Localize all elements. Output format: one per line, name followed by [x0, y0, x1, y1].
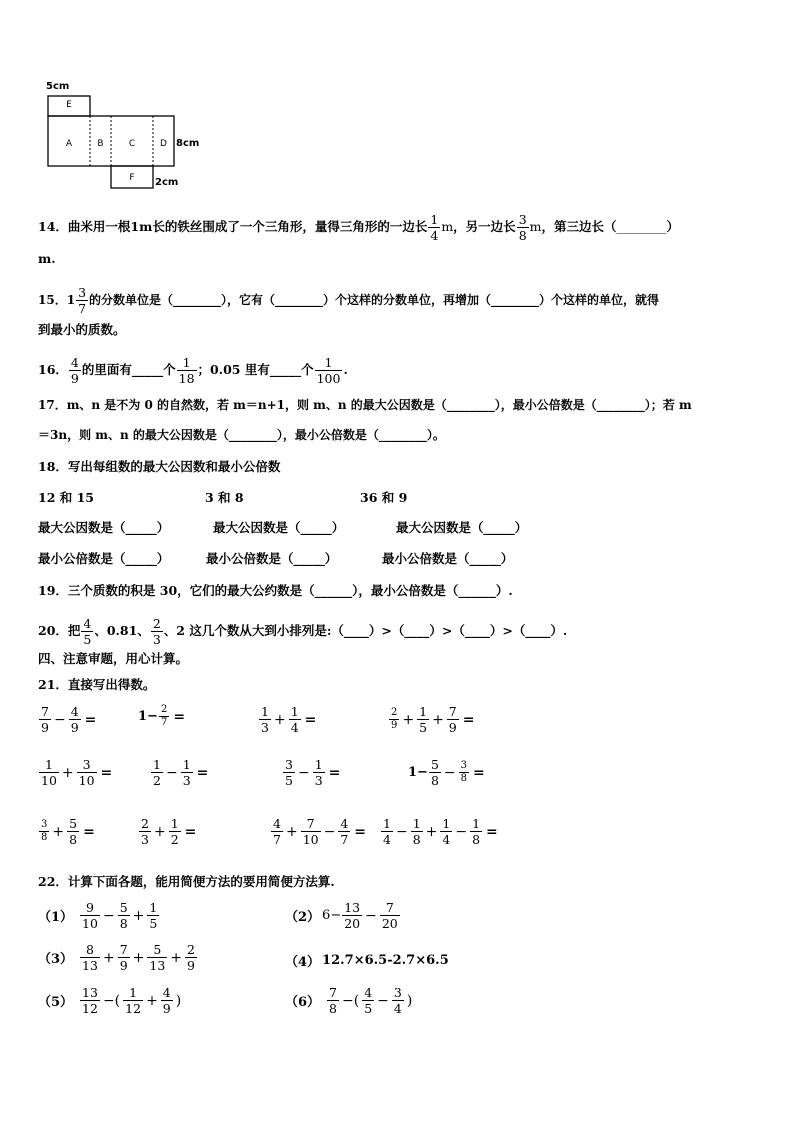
- q21-r3-e1: $\frac{3}{8}$ + $\frac{5}{8}$ =: [41, 816, 95, 847]
- question-17-line2: ＝3n，则 m、n 的最大公因数是（________），最小公倍数是（________）。: [38, 428, 445, 442]
- label-8cm: 8cm: [176, 138, 200, 149]
- q21-r2-e2: $\frac{1}{2}$ − $\frac{1}{3}$ =: [153, 757, 209, 788]
- q21-r1-e1: $\frac{7}{9}$ − $\frac{4}{9}$ =: [41, 704, 97, 735]
- q18-gcd-2: 最大公因数是（_____）: [213, 520, 345, 535]
- q18-lcm-2: 最小公倍数是（_____）: [206, 551, 338, 566]
- question-14: 14．曲米用一根1m长的铁丝围成了一个三角形，量得三角形的一边长 $\frac{1}{4}$ m，另一边长 $\frac{3}{8}$ m，第三边长（________）: [38, 212, 680, 243]
- face-b: B: [97, 139, 104, 149]
- q21-r3-e2: $\frac{2}{3}$ + $\frac{1}{2}$ =: [141, 816, 197, 847]
- question-19: 19．三个质数的积是 30，它们的最大公约数是（______），最小公倍数是（______）.: [38, 583, 513, 598]
- question-21-title: 21．直接写出得数。: [38, 677, 156, 692]
- question-15: 15．1 $\frac{3}{7}$ 的分数单位是（________），它有（________）个这样的分数单位，再增加（________）个这样的单位，就得: [38, 285, 660, 316]
- q22-e6: （6） $\frac{7}{8}$ −( $\frac{4}{5}$ − $\frac{3}{4}$ ): [285, 985, 413, 1016]
- q21-r2-e1: $\frac{1}{10}$ + $\frac{3}{10}$ =: [41, 757, 113, 788]
- question-14-line2: m.: [38, 251, 56, 266]
- q22-e3: （3） $\frac{8}{13}$ + $\frac{7}{9}$ + $\frac{5}{13}$ + $\frac{2}{9}$: [38, 942, 195, 973]
- label-2cm: 2cm: [155, 177, 179, 188]
- q18-lcm-3: 最小公倍数是（_____）: [382, 551, 514, 566]
- question-16: 16． $\frac{4}{9}$ 的里面有_____个 $\frac{1}{18}$ ；0.05 里有_____个 $\frac{1}{100}$ .: [38, 355, 348, 386]
- q21-r2-e4: 1− $\frac{5}{8}$ − $\frac{3}{8}$ =: [408, 757, 485, 788]
- q22-e5: （5） $\frac{13}{12}$ −( $\frac{1}{12}$ + $\frac{4}{9}$ ): [38, 985, 182, 1016]
- question-15-line2: 到最小的质数。: [38, 322, 126, 337]
- q22-e2: （2） 6− $\frac{13}{20}$ − $\frac{7}{20}$: [285, 900, 398, 931]
- question-17-line1: 17．m、n 是不为 0 的自然数，若 m＝n+1，则 m、n 的最大公因数是（________），最小公倍数是（________）；若 m: [38, 398, 692, 412]
- section-4-title: 四、注意审题，用心计算。: [38, 651, 189, 666]
- q18-gcd-3: 最大公因数是（_____）: [396, 520, 528, 535]
- q18-group-2: 3 和 8: [205, 490, 244, 505]
- face-c: C: [128, 139, 136, 149]
- face-f: F: [129, 173, 135, 183]
- face-a: A: [65, 139, 73, 149]
- q22-e1: （1） $\frac{9}{10}$ − $\frac{5}{8}$ + $\frac{1}{5}$: [38, 900, 158, 931]
- q21-r2-e3: $\frac{3}{5}$ − $\frac{1}{3}$ =: [285, 757, 341, 788]
- question-22-title: 22．计算下面各题，能用简便方法的要用简便方法算.: [38, 874, 335, 889]
- q21-r1-e4: $\frac{2}{9}$ + $\frac{1}{5}$ + $\frac{7}{9}$ =: [391, 704, 475, 735]
- q21-r1-e3: $\frac{1}{3}$ + $\frac{1}{4}$ =: [261, 704, 317, 735]
- question-20: 20．把 $\frac{4}{5}$ 、0.81、 $\frac{2}{3}$ 、2 这几个数从大到小排列是:（____）>（____）>（____）>（____）.: [38, 616, 568, 647]
- q21-r3-e4: $\frac{1}{4}$ − $\frac{1}{8}$ + $\frac{1}{4}$ − $\frac{1}{8}$ =: [383, 816, 498, 847]
- q21-r3-e3: $\frac{4}{7}$ + $\frac{7}{10}$ − $\frac{4}{7}$ =: [273, 816, 367, 847]
- q18-group-1: 12 和 15: [38, 490, 94, 505]
- q18-gcd-1: 最大公因数是（_____）: [38, 520, 170, 535]
- q18-group-3: 36 和 9: [360, 490, 408, 505]
- q21-r1-e2: 1− $\frac{2}{7}$ =: [138, 704, 186, 728]
- face-d: D: [160, 139, 167, 149]
- label-5cm: 5cm: [46, 81, 70, 92]
- q18-lcm-1: 最小公倍数是（_____）: [38, 551, 170, 566]
- q22-e4: （4） 12.7×6.5-2.7×6.5: [285, 953, 449, 970]
- question-18-title: 18．写出每组数的最大公因数和最小公倍数: [38, 459, 281, 474]
- face-e: E: [66, 100, 72, 110]
